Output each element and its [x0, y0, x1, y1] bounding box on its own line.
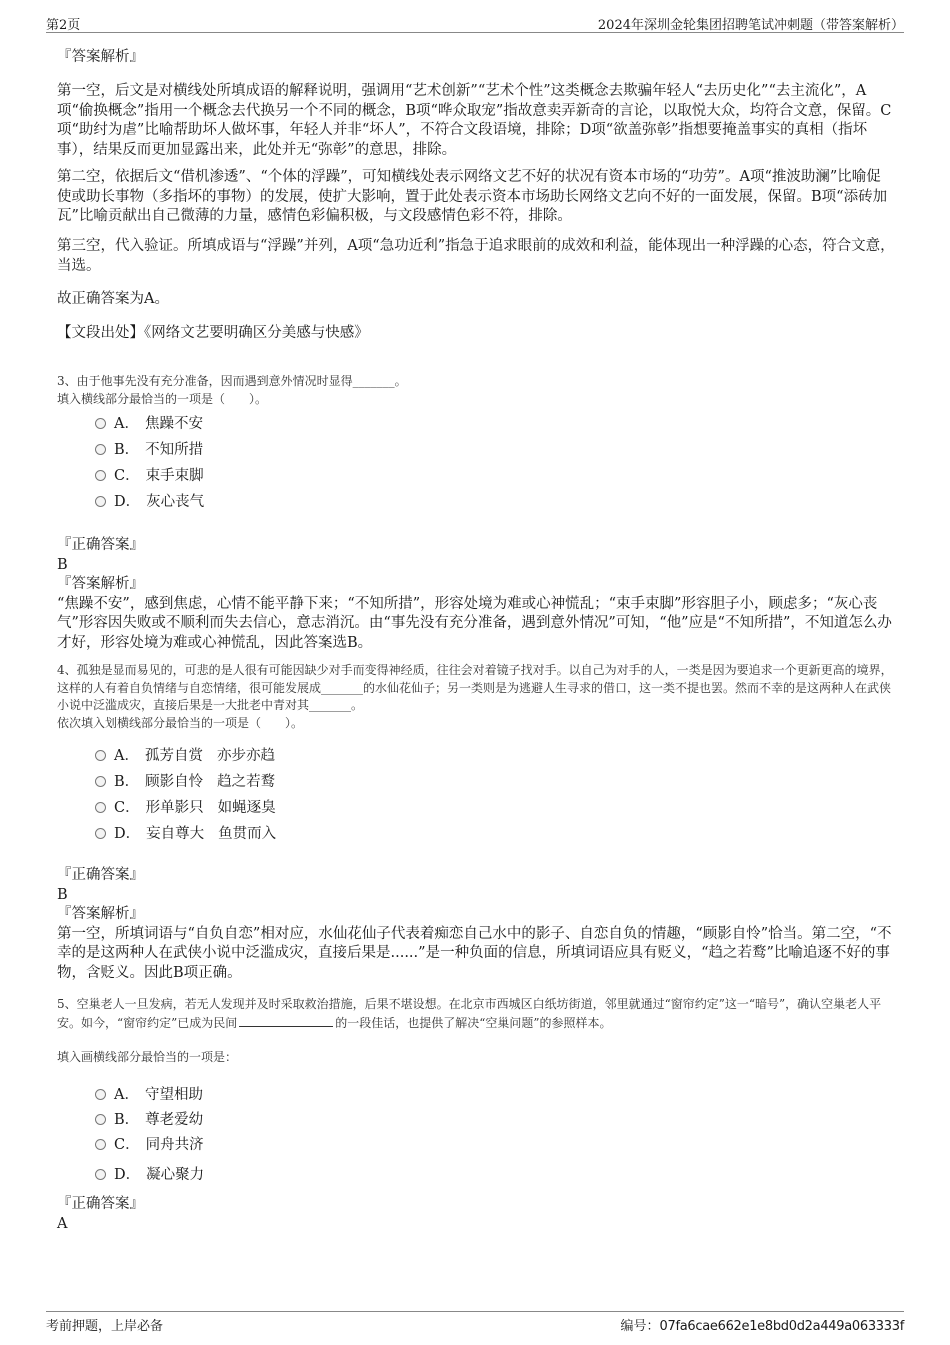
code-value: 07fa6cae662e1e8bd0d2a449a063333f	[659, 1319, 904, 1334]
q4-analysis: 第一空，所填词语与“自负自恋”相对应，水仙花仙子代表着痴恋自己水中的影子、自恋自负的情趣，“顾影自怜”恰当。第二空，“不幸的是这两种人在武侠小说中泛滥成灾，直接后果是......”是一种负面的信息，所填词语应具有贬义，“趋之若鹜”比喻追逐不好的事物，含贬义。因此B项正确。	[57, 925, 892, 981]
radio-icon[interactable]	[95, 1139, 106, 1150]
radio-icon[interactable]	[95, 802, 106, 813]
page-number: 第2页	[46, 18, 81, 33]
radio-icon[interactable]	[95, 418, 106, 429]
q2-analysis-label: 『答案解析』	[57, 49, 144, 65]
q5-option-c[interactable]	[95, 1135, 204, 1155]
option-letter: B．	[114, 1112, 140, 1128]
q3-option-c[interactable]	[95, 466, 204, 486]
option-text-2: 如蝇逐臭	[217, 800, 276, 816]
q3-prompt: 填入横线部分最恰当的一项是（ ）。	[57, 391, 268, 406]
q4-stem-block	[57, 662, 895, 732]
radio-icon[interactable]	[95, 776, 106, 787]
option-text: 同舟共济	[145, 1137, 204, 1153]
q5-correct-label: 『正确答案』	[57, 1196, 144, 1212]
option-text-1: 妄自尊大	[146, 826, 205, 842]
q4-prompt: 依次填入划横线部分最恰当的一项是（ ）。	[57, 715, 304, 730]
option-text-1: 顾影自怜	[145, 774, 204, 790]
q5-correct-answer: A	[57, 1215, 68, 1232]
q3-option-d[interactable]	[95, 492, 204, 512]
q5-option-a[interactable]	[95, 1085, 203, 1105]
document-title: 2024年深圳金轮集团招聘笔试冲刺题（带答案解析）	[597, 18, 904, 33]
option-letter: C．	[114, 468, 140, 484]
q4-correct-answer: B	[57, 886, 68, 903]
option-letter: A．	[114, 748, 139, 764]
q4-option-d[interactable]	[95, 824, 276, 844]
q5-stem	[57, 996, 895, 1032]
option-letter: D．	[114, 494, 141, 510]
q3-analysis: “焦躁不安”，感到焦虑，心情不能平静下来；“不知所措”，形容处境为难或心神慌乱；“束手束脚”形容胆子小，顾虑多；“灰心丧气”形容因失败或不顺利而失去信心，意志消沉。由“事先没有充分准备，遇到意外情况”可知，“他”应是“不知所措”，不知道怎么办才好，形容处境为难或心神慌乱，因此答案选B。	[57, 595, 892, 651]
footer-slogan: 考前押题，上岸必备	[46, 1319, 164, 1334]
q4-answer-block	[57, 866, 895, 983]
option-text-1: 形单影只	[145, 800, 204, 816]
q3-option-b[interactable]	[95, 440, 203, 460]
option-text: 束手束脚	[145, 468, 204, 484]
option-text: 守望相助	[144, 1087, 203, 1103]
q3-answer-block	[57, 536, 895, 653]
q4-option-b[interactable]	[95, 772, 275, 792]
q3-stem: 3、由于他事先没有充分准备，因而遇到意外情况时显得_______。	[57, 374, 407, 388]
q3-analysis-label: 『答案解析』	[57, 576, 144, 592]
q5-blank	[239, 1014, 333, 1027]
option-letter: C．	[114, 800, 140, 816]
q3-option-a[interactable]	[95, 414, 203, 434]
q3-correct-label: 『正确答案』	[57, 537, 144, 553]
option-letter: A．	[114, 416, 139, 432]
option-letter: B．	[114, 442, 140, 458]
q2-conclusion: 故正确答案为A。	[57, 291, 169, 307]
radio-icon[interactable]	[95, 444, 106, 455]
q4-analysis-label: 『答案解析』	[57, 906, 144, 922]
page-header	[46, 10, 904, 33]
q2-source: 【文段出处】《网络文艺要明确区分美感与快感》	[57, 325, 369, 341]
q3-correct-answer: B	[57, 556, 68, 573]
q2-analysis-para1: 第一空，后文是对横线处所填成语的解释说明，强调用“艺术创新”“艺术个性”这类概念去欺骗年轻人“去历史化”“去主流化”，A项“偷换概念”指用一个概念去代换另一个不同的概念，B项“哗众取宠”指故意卖弄新奇的言论，以取悦大众，均符合文意，保留。C项“助纣为虐”比喻帮助坏人做坏事，年轻人并非“坏人”，不符合文段语境，排除；D项“欲盖弥彰”指想要掩盖事实的真相（指坏事），结果反而更加显露出来，此处并无“弥彰”的意思，排除。	[57, 83, 892, 158]
q5-option-d[interactable]	[95, 1165, 204, 1185]
q4-correct-label: 『正确答案』	[57, 867, 144, 883]
q5-prompt: 填入画横线部分最恰当的一项是：	[57, 1050, 238, 1064]
code-label: 编号：	[620, 1319, 660, 1334]
option-text: 凝心聚力	[146, 1167, 205, 1183]
q2-analysis-label-block	[57, 48, 895, 68]
q2-analysis-para3: 第三空，代入验证。所填成语与“浮躁”并列，A项“急功近利”指急于追求眼前的成效和利益，能体现出一种浮躁的心态，符合文意，当选。	[57, 238, 895, 274]
q2-conclusion-block	[57, 290, 895, 310]
radio-icon[interactable]	[95, 1169, 106, 1180]
q4-option-a[interactable]	[95, 746, 275, 766]
option-text: 不知所措	[145, 442, 204, 458]
q2-source-block	[57, 324, 895, 344]
q5-option-b[interactable]	[95, 1110, 203, 1130]
radio-icon[interactable]	[95, 1089, 106, 1100]
option-letter: B．	[114, 774, 140, 790]
q5-answer-block	[57, 1195, 895, 1234]
radio-icon[interactable]	[95, 470, 106, 481]
q5-stem-part-2: 的一段佳话，也提供了解决“空巢问题”的参照样本。	[335, 1015, 612, 1030]
document-code	[621, 1315, 904, 1334]
q5-stem-part-1: 5、空巢老人一旦发病，若无人发现并及时采取救治措施，后果不堪设想。在北京市西城区白纸坊街道，邻里就通过“窗帘约定”这一“暗号”，确认空巢老人平安。如今，“窗帘约定”已成为民间	[57, 997, 882, 1030]
option-text: 焦躁不安	[144, 416, 203, 432]
q5-prompt-block	[57, 1049, 895, 1067]
q2-analysis-para1-block	[57, 82, 895, 160]
option-text-2: 趋之若鹜	[217, 774, 276, 790]
option-text-2: 亦步亦趋	[216, 748, 275, 764]
option-text: 灰心丧气	[146, 494, 205, 510]
option-letter: C．	[114, 1137, 140, 1153]
q3-stem-block	[57, 373, 895, 408]
option-text: 尊老爱幼	[145, 1112, 204, 1128]
radio-icon[interactable]	[95, 1114, 106, 1125]
option-letter: D．	[114, 1167, 141, 1183]
radio-icon[interactable]	[95, 750, 106, 761]
page-footer	[46, 1311, 904, 1334]
q4-stem: 4、孤独是显而易见的，可悲的是人很有可能因缺少对手而变得神经质，往往会对着镜子找对手。以自己为对手的人，一类是因为要追求一个更新更高的境界，这样的人有着自负情绪与自恋情绪，很可能发展成_______的水仙花仙子；另一类则是为逃避人生寻求的借口，这一类不提也罢。然而不幸的是这两种人在武侠小说中泛滥成灾，直接后果是一大批老中青对其_______。	[57, 663, 893, 712]
q4-option-c[interactable]	[95, 798, 276, 818]
option-text-1: 孤芳自赏	[144, 748, 203, 764]
option-letter: A．	[114, 1087, 139, 1103]
radio-icon[interactable]	[95, 828, 106, 839]
option-text-2: 鱼贯而入	[218, 826, 277, 842]
q2-analysis-para2: 第二空，依据后文“借机渗透”、“个体的浮躁”，可知横线处表示网络文艺不好的状况有资本市场的“功劳”。A项“推波助澜”比喻促使或助长事物（多指坏的事物）的发展，使扩大影响，置于此处表示资本市场助长网络文艺向不好的一面发展，保留。B项“添砖加瓦”比喻贡献出自己微薄的力量，感情色彩偏积极，与文段感情色彩不符，排除。	[57, 169, 888, 224]
radio-icon[interactable]	[95, 496, 106, 507]
option-letter: D．	[114, 826, 141, 842]
q5-stem-block	[57, 996, 895, 1032]
q2-analysis-para2-block	[57, 168, 895, 227]
q2-analysis-para3-block	[57, 237, 895, 276]
